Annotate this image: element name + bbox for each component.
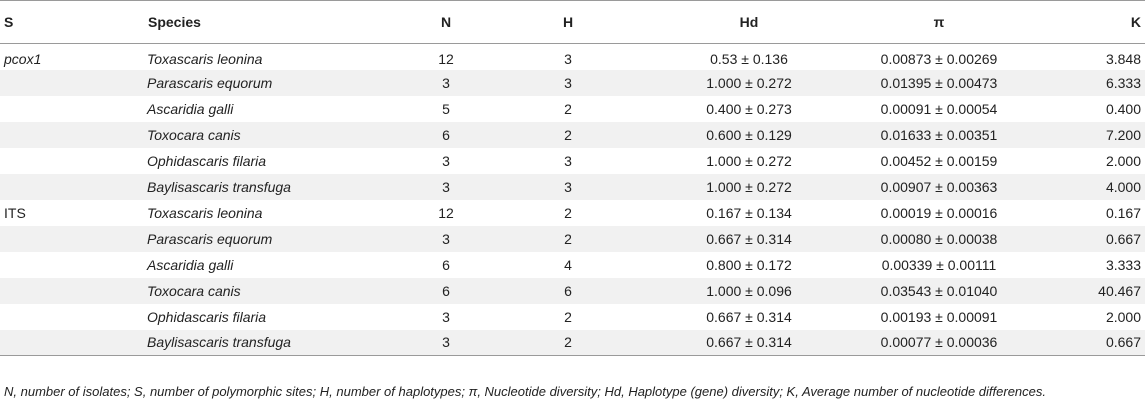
cell-hd: 0.600 ± 0.129 (655, 122, 843, 148)
cell-k: 0.400 (1105, 100, 1141, 117)
cell-gene-label (0, 174, 147, 200)
cell-species: Baylisascaris transfuga (147, 174, 411, 200)
cell-h: 2 (481, 330, 655, 356)
cell-hd: 0.53 ± 0.136 (710, 50, 788, 67)
cell-h: 6 (481, 278, 655, 304)
cell-species: Ophidascaris filaria (147, 152, 267, 169)
cell-n: 6 (442, 256, 450, 273)
cell-k: 2.000 (1105, 152, 1141, 169)
table-row (0, 174, 1145, 200)
cell-hd: 1.000 ± 0.096 (655, 278, 843, 304)
cell-n: 3 (442, 152, 450, 169)
cell-pi: 0.00077 ± 0.00036 (843, 330, 1035, 356)
cell-h: 3 (564, 50, 572, 67)
cell-k: 40.467 (1035, 278, 1145, 304)
header-k: K (1035, 1, 1145, 44)
cell-gene-label (0, 226, 147, 252)
cell-k: 3.333 (1105, 256, 1141, 273)
table-row (0, 148, 1145, 174)
header-species: Species (147, 1, 411, 44)
cell-pi: 0.00873 ± 0.00269 (880, 50, 998, 67)
table-row (0, 200, 1145, 226)
table-row (0, 304, 1145, 330)
cell-n: 12 (438, 50, 454, 67)
cell-hd: 1.000 ± 0.272 (706, 152, 792, 169)
cell-n: 3 (442, 308, 450, 325)
header-h: H (481, 1, 655, 44)
cell-species: Parascaris equorum (147, 226, 411, 252)
cell-species: Ascaridia galli (147, 100, 234, 117)
cell-k: 6.333 (1035, 70, 1145, 96)
table-footnote: N, number of isolates; S, number of polymorphic sites; H, number of haplotypes; π, Nucleotide diversity; Hd, Haplotype (gene) diversity; K, Average number of nucleotide differences. (4, 384, 1046, 399)
table-row (0, 122, 1145, 148)
cell-pi: 0.00080 ± 0.00038 (843, 226, 1035, 252)
cell-n: 6 (411, 278, 481, 304)
cell-h: 3 (481, 70, 655, 96)
cell-hd: 0.400 ± 0.273 (706, 100, 792, 117)
cell-pi: 0.00091 ± 0.00054 (880, 100, 998, 117)
table-header-row (0, 1, 1145, 44)
cell-hd: 0.667 ± 0.314 (706, 308, 792, 325)
cell-k: 0.167 (1105, 204, 1141, 221)
cell-pi: 0.00019 ± 0.00016 (880, 204, 998, 221)
cell-species: Baylisascaris transfuga (147, 330, 411, 356)
cell-k: 7.200 (1035, 122, 1145, 148)
cell-species: Ophidascaris filaria (147, 308, 267, 325)
cell-pi: 0.03543 ± 0.01040 (843, 278, 1035, 304)
header-pi: π (843, 1, 1035, 44)
cell-n: 12 (438, 204, 454, 221)
cell-n: 5 (442, 100, 450, 117)
header-hd: Hd (655, 1, 843, 44)
cell-pi: 0.01633 ± 0.00351 (843, 122, 1035, 148)
cell-pi: 0.00452 ± 0.00159 (880, 152, 998, 169)
cell-species: Toxocara canis (147, 122, 411, 148)
cell-pi: 0.01395 ± 0.00473 (843, 70, 1035, 96)
cell-species: Toxascaris leonina (147, 50, 263, 67)
cell-k: 4.000 (1035, 174, 1145, 200)
cell-gene-label (0, 304, 147, 330)
cell-gene-label (0, 122, 147, 148)
header-n: N (411, 1, 481, 44)
cell-hd: 0.667 ± 0.314 (655, 330, 843, 356)
table-body (0, 44, 1145, 356)
cell-n: 3 (411, 330, 481, 356)
cell-species: Toxocara canis (147, 278, 411, 304)
cell-h: 2 (564, 308, 572, 325)
cell-gene-label: ITS (4, 204, 26, 221)
cell-hd: 0.800 ± 0.172 (706, 256, 792, 273)
cell-pi: 0.00193 ± 0.00091 (880, 308, 998, 325)
cell-species: Toxascaris leonina (147, 204, 263, 221)
table-row (0, 70, 1145, 96)
cell-n: 3 (411, 70, 481, 96)
cell-hd: 1.000 ± 0.272 (655, 174, 843, 200)
cell-k: 3.848 (1105, 50, 1141, 67)
cell-gene-label (0, 278, 147, 304)
cell-pi: 0.00339 ± 0.00111 (881, 256, 997, 273)
cell-species: Ascaridia galli (147, 256, 234, 273)
cell-gene-label (0, 148, 147, 174)
cell-hd: 0.167 ± 0.134 (706, 204, 792, 221)
table-row (0, 96, 1145, 122)
cell-hd: 0.667 ± 0.314 (655, 226, 843, 252)
table-row (0, 226, 1145, 252)
cell-gene-label (0, 70, 147, 96)
table-row (0, 252, 1145, 278)
cell-pi: 0.00907 ± 0.00363 (843, 174, 1035, 200)
table-row (0, 330, 1145, 356)
cell-n: 3 (411, 174, 481, 200)
cell-h: 2 (564, 204, 572, 221)
cell-h: 3 (564, 152, 572, 169)
header-s: S (0, 1, 147, 44)
cell-gene-label (0, 252, 147, 278)
cell-h: 4 (564, 256, 572, 273)
cell-gene-label (0, 96, 147, 122)
cell-h: 2 (481, 122, 655, 148)
cell-gene-label: pcox1 (4, 50, 42, 67)
cell-h: 3 (481, 174, 655, 200)
cell-n: 3 (411, 226, 481, 252)
cell-k: 0.667 (1035, 226, 1145, 252)
cell-h: 2 (481, 226, 655, 252)
table-row (0, 44, 1145, 70)
cell-k: 0.667 (1035, 330, 1145, 356)
cell-species: Parascaris equorum (147, 70, 411, 96)
cell-hd: 1.000 ± 0.272 (655, 70, 843, 96)
cell-k: 2.000 (1105, 308, 1141, 325)
table-row (0, 278, 1145, 304)
cell-h: 2 (564, 100, 572, 117)
cell-gene-label (0, 330, 147, 356)
cell-n: 6 (411, 122, 481, 148)
